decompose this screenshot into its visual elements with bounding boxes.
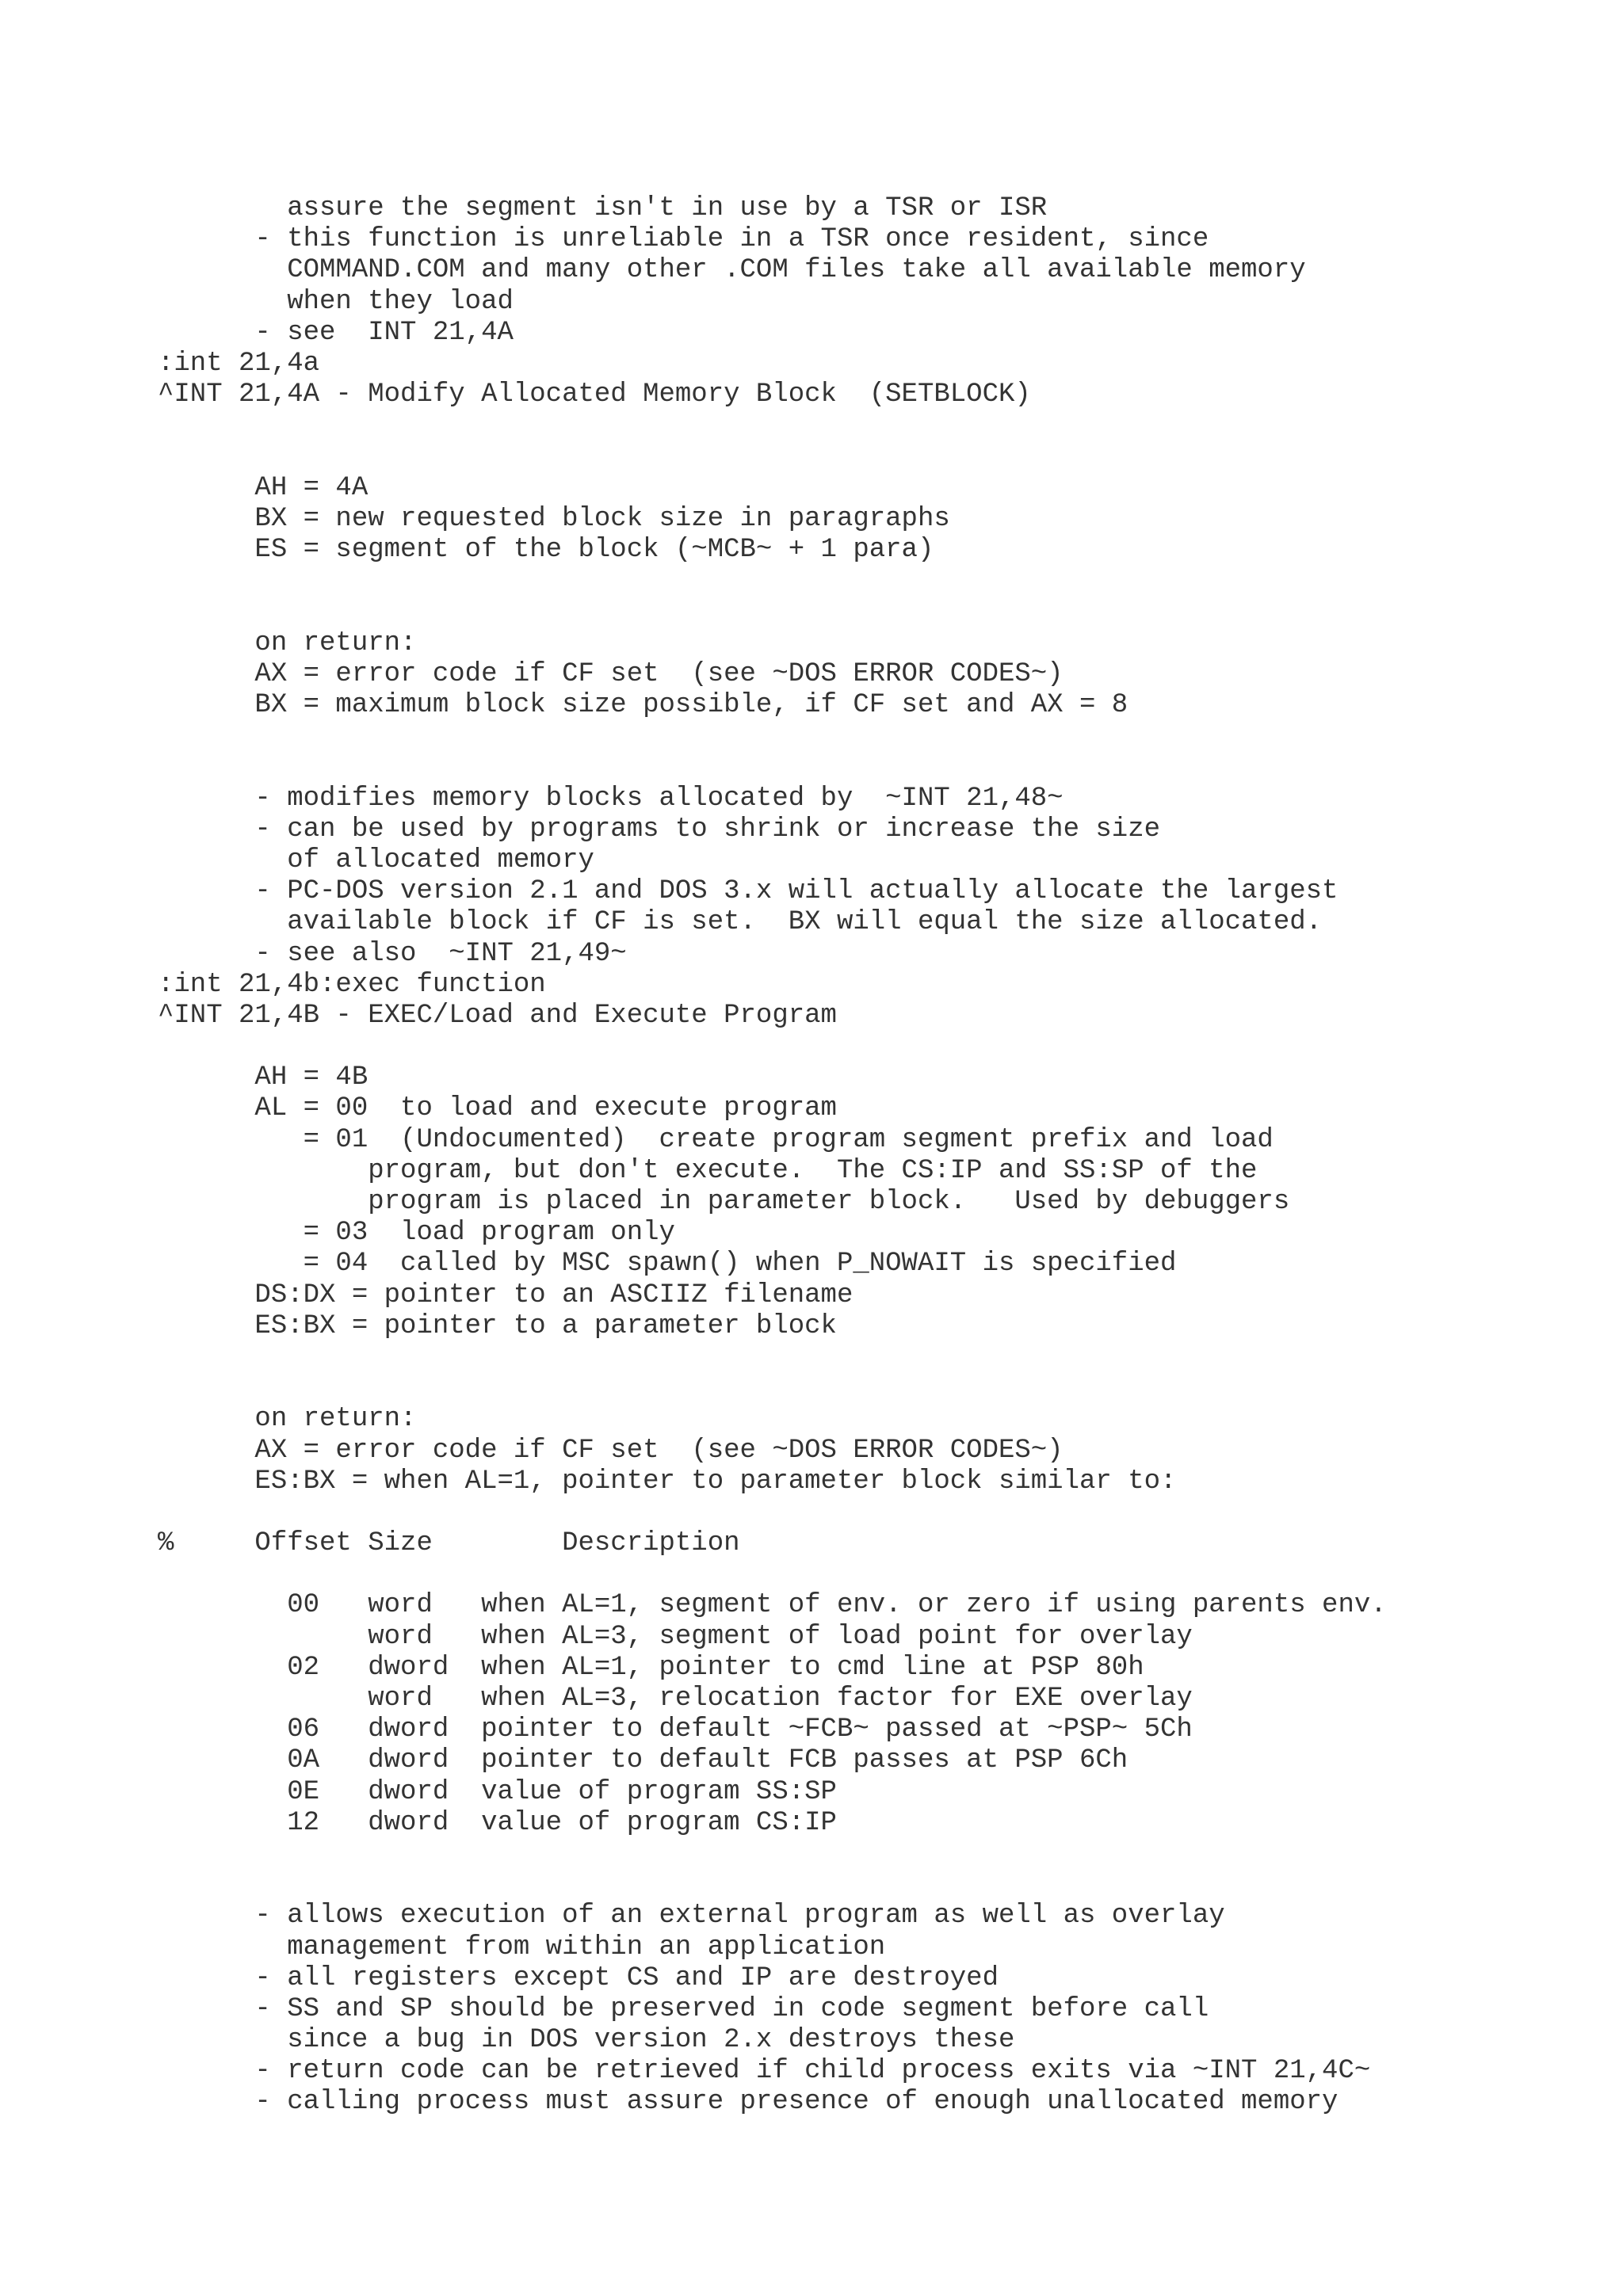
text-line: COMMAND.COM and many other .COM files take all available memory	[158, 255, 1306, 286]
blank-line	[158, 597, 1600, 627]
text-line: = 03 load program only	[158, 1218, 675, 1249]
text-line: AX = error code if CF set (see ~DOS ERROR CODES~)	[158, 1435, 1064, 1466]
text-line: ES = segment of the block (~MCB~ + 1 para)	[158, 535, 934, 566]
blank-line	[158, 1342, 1600, 1373]
text-line: = 04 called by MSC spawn() when P_NOWAIT is specified	[158, 1249, 1177, 1280]
bullet-note: - this function is unreliable in a TSR once resident, since	[158, 224, 1209, 255]
text-line: word when AL=3, segment of load point for overlay	[158, 1621, 1193, 1652]
text-line: on return:	[158, 1404, 417, 1435]
text-line: AL = 00 to load and execute program	[158, 1093, 837, 1124]
blank-line	[158, 752, 1600, 783]
blank-line	[158, 1497, 1600, 1528]
text-line: 06 dword pointer to default ~FCB~ passed at ~PSP~ 5Ch	[158, 1714, 1193, 1745]
text-line: 0A dword pointer to default FCB passes at PSP 6Ch	[158, 1745, 1128, 1776]
text-line: word when AL=3, relocation factor for EXE overlay	[158, 1684, 1193, 1714]
section-heading: ^INT 21,4B - EXEC/Load and Execute Program	[158, 1000, 837, 1031]
text-line: 02 dword when AL=1, pointer to cmd line at PSP 80h	[158, 1652, 1144, 1683]
text-line: 0E dword value of program SS:SP	[158, 1776, 837, 1807]
text-line: AH = 4A	[158, 472, 369, 503]
text-line: = 01 (Undocumented) create program segment prefix and load	[158, 1124, 1274, 1155]
topic-tag: :int 21,4b:exec function	[158, 969, 546, 1000]
text-line: ES:BX = when AL=1, pointer to parameter block similar to:	[158, 1466, 1177, 1497]
text-line: on return:	[158, 627, 417, 658]
bullet-note: - PC-DOS version 2.1 and DOS 3.x will actually allocate the largest	[158, 876, 1338, 907]
blank-line	[158, 442, 1600, 473]
blank-line	[158, 1870, 1600, 1901]
bullet-note: - calling process must assure presence of enough unallocated memory	[158, 2087, 1338, 2118]
bullet-note: - see INT 21,4A	[158, 317, 514, 348]
text-line: AX = error code if CF set (see ~DOS ERROR CODES~)	[158, 658, 1064, 689]
text-line: program, but don't execute. The CS:IP and SS:SP of the	[158, 1155, 1258, 1186]
blank-line	[158, 1373, 1600, 1404]
blank-line	[158, 1839, 1600, 1870]
bullet-note: - see also ~INT 21,49~	[158, 938, 627, 969]
blank-line	[158, 566, 1600, 597]
bullet-note: - can be used by programs to shrink or increase the size	[158, 814, 1161, 845]
text-line: when they load	[158, 286, 514, 317]
text-line: available block if CF is set. BX will equal the size allocated.	[158, 907, 1323, 938]
bullet-note: - SS and SP should be preserved in code segment before call	[158, 1993, 1209, 2024]
text-line: 12 dword value of program CS:IP	[158, 1807, 837, 1838]
text-line: management from within an application	[158, 1932, 886, 1962]
blank-line	[158, 1559, 1600, 1590]
table-header: % Offset Size Description	[158, 1528, 740, 1559]
text-line: BX = maximum block size possible, if CF set and AX = 8	[158, 690, 1128, 720]
text-line: 00 word when AL=1, segment of env. or zero if using parents env.	[158, 1590, 1387, 1621]
text-line: BX = new requested block size in paragraphs	[158, 503, 950, 534]
blank-line	[158, 721, 1600, 752]
bullet-note: - allows execution of an external program as well as overlay	[158, 1901, 1225, 1932]
blank-line	[158, 410, 1600, 441]
text-line: assure the segment isn't in use by a TSR or ISR	[158, 193, 1048, 223]
text-line: of allocated memory	[158, 845, 594, 875]
text-line: program is placed in parameter block. Used by debuggers	[158, 1187, 1290, 1217]
text-line: since a bug in DOS version 2.x destroys these	[158, 2025, 1015, 2056]
topic-tag: :int 21,4a	[158, 348, 320, 379]
bullet-note: - return code can be retrieved if child process exits via ~INT 21,4C~	[158, 2056, 1371, 2087]
bullet-note: - all registers except CS and IP are destroyed	[158, 1962, 999, 1993]
document-text	[158, 193, 1600, 2119]
text-line: AH = 4B	[158, 1062, 369, 1093]
bullet-note: - modifies memory blocks allocated by ~INT 21,48~	[158, 783, 1064, 814]
section-heading: ^INT 21,4A - Modify Allocated Memory Block (SETBLOCK)	[158, 379, 1031, 410]
text-line: ES:BX = pointer to a parameter block	[158, 1310, 837, 1341]
text-line: DS:DX = pointer to an ASCIIZ filename	[158, 1280, 854, 1310]
blank-line	[158, 1032, 1600, 1062]
